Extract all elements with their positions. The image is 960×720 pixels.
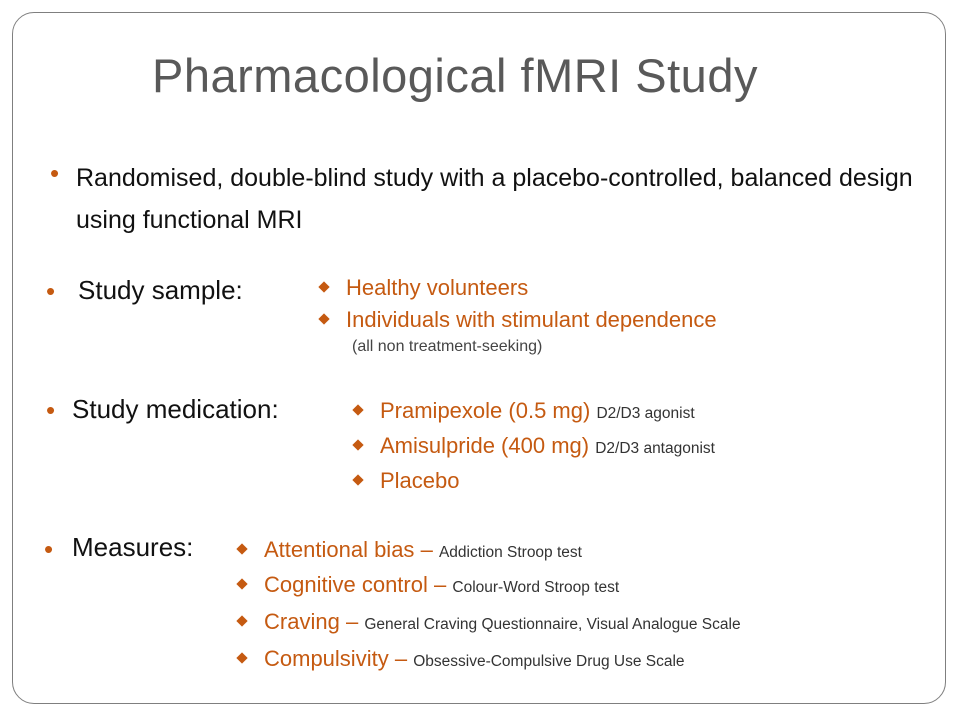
diamond-bullet-icon (352, 475, 363, 486)
measure-item (238, 609, 741, 635)
measure-item-note: General Craving Questionnaire, Visual Analogue Scale (364, 616, 741, 633)
measure-item-note: Colour-Word Stroop test (452, 579, 620, 596)
measure-item-separator: – (394, 646, 408, 671)
medication-item-note: D2/D3 agonist (596, 405, 695, 422)
study-medication-label: Study medication: (72, 394, 279, 424)
study-sample-label: Study sample: (78, 275, 243, 305)
medication-item-note: D2/D3 antagonist (595, 440, 715, 457)
measure-item-main: Craving (264, 609, 340, 634)
measures-label: Measures: (72, 532, 194, 562)
measure-item-main: Cognitive control (264, 572, 428, 597)
sample-item-text: Individuals with stimulant dependence (346, 307, 717, 332)
diamond-bullet-icon (318, 314, 329, 325)
bullet-dot: • (46, 276, 56, 306)
measure-item (238, 537, 582, 563)
measure-item-main: Attentional bias (264, 537, 415, 562)
measure-item-note: Addiction Stroop test (438, 544, 582, 561)
diamond-bullet-icon (352, 440, 363, 451)
medication-item (354, 398, 695, 424)
diamond-bullet-icon (236, 616, 247, 627)
measure-item-separator: – (434, 572, 447, 597)
measure-item (238, 572, 619, 598)
measure-item-separator: – (345, 609, 359, 634)
bullet-dot: • (50, 158, 60, 188)
medication-item (354, 468, 460, 494)
intro-text: Randomised, double-blind study with a placebo-controlled, balanced design using functional MRI (76, 164, 913, 234)
diamond-bullet-icon (318, 282, 329, 293)
medication-item-main: Placebo (380, 468, 460, 493)
slide-frame (12, 12, 946, 704)
sample-item (320, 275, 528, 301)
diamond-bullet-icon (236, 544, 247, 555)
diamond-bullet-icon (352, 405, 363, 416)
sample-item-text: Healthy volunteers (346, 275, 529, 300)
slide-title: Pharmacological fMRI Study (152, 49, 758, 102)
bullet-dot: • (46, 395, 56, 425)
diamond-bullet-icon (236, 579, 247, 590)
measure-item-note: Obsessive-Compulsive Drug Use Scale (413, 653, 685, 670)
measure-item-separator: – (420, 537, 433, 562)
sample-note: (all non treatment-seeking) (352, 338, 543, 355)
bullet-dot: • (44, 534, 54, 564)
sample-item (320, 307, 717, 333)
medication-item (354, 433, 715, 459)
diamond-bullet-icon (236, 653, 247, 664)
medication-item-main: Amisulpride (400 mg) (380, 433, 590, 458)
measure-item (238, 646, 685, 672)
medication-item-main: Pramipexole (0.5 mg) (380, 398, 591, 423)
measure-item-main: Compulsivity (264, 646, 389, 671)
